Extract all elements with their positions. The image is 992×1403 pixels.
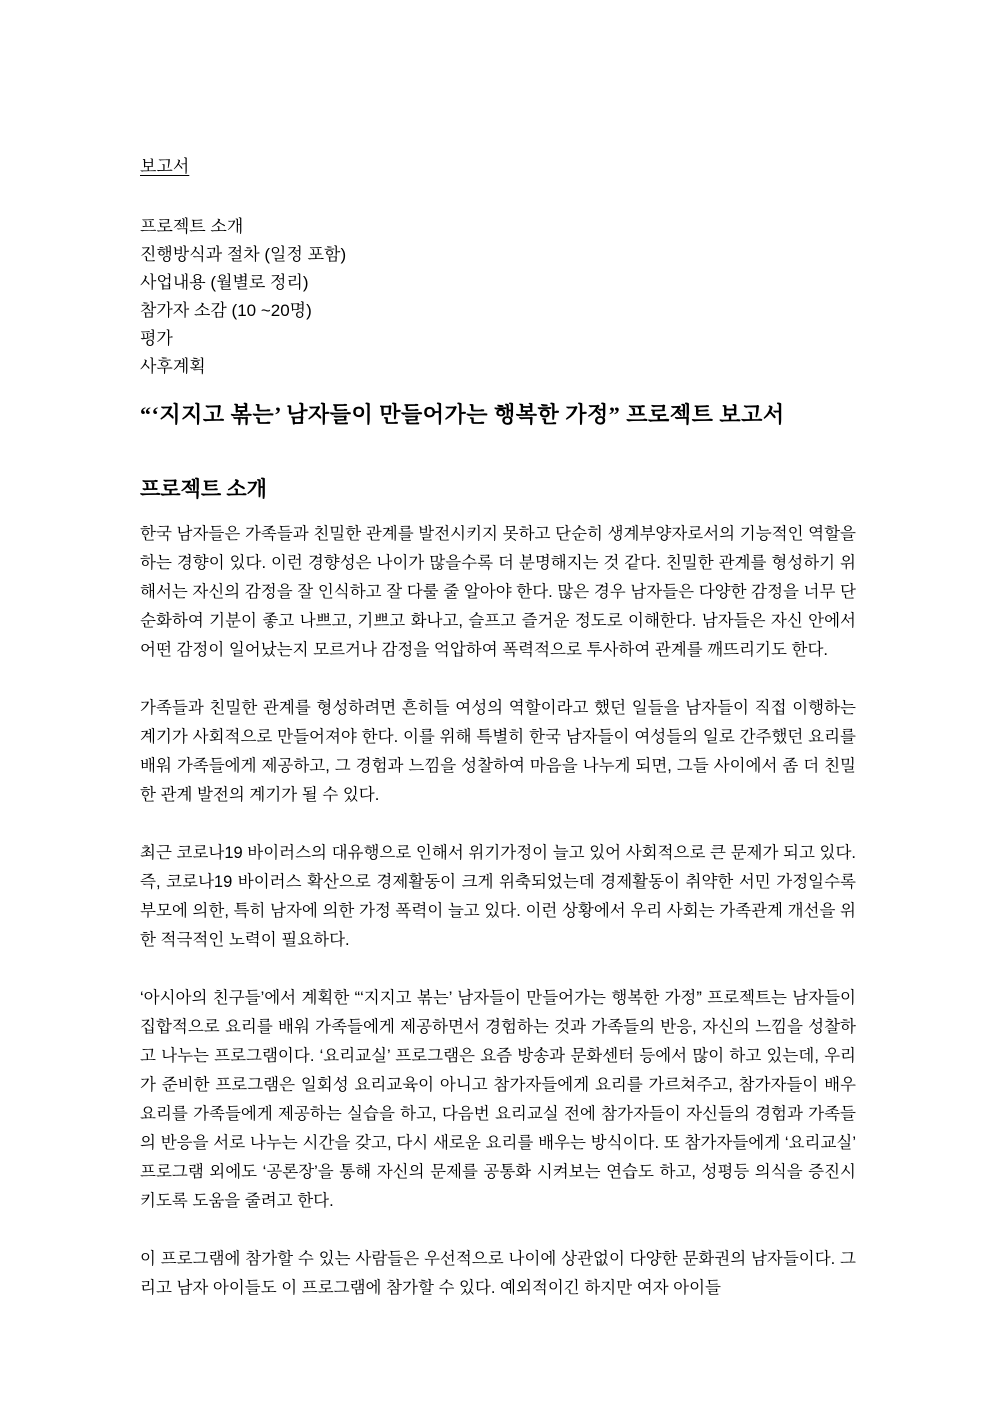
report-title: “‘지지고 볶는’ 남자들이 만들어가는 행복한 가정” 프로젝트 보고서 xyxy=(140,402,785,427)
toc-line-evaluation: 평가 xyxy=(140,329,173,348)
section-heading-project-intro: 프로젝트 소개 xyxy=(140,477,267,501)
body-paragraph-3: 최근 코로나19 바이러스의 대유행으로 인해서 위기가정이 늘고 있어 사회적으로 큰 문제가 되고 있다. 즉, 코로나19 바이러스 확산으로 경제활동이 크게 위축되었는데 경제활동이 취약한 서민 가정일수록 부모에 의한, 특히 남자에 의한 가정 폭력이 늘고 있다. 이런 상황에서 우리 사회는 가족관계 개선을 위한 적극적인 노력이 필요하다. xyxy=(140,844,856,950)
body-paragraph-5: 이 프로그램에 참가할 수 있는 사람들은 우선적으로 나이에 상관없이 다양한 문화권의 남자들이다. 그리고 남자 아이들도 이 프로그램에 참가할 수 있다. 예외적이긴 하지만 여자 아이들 xyxy=(140,1250,856,1298)
toc-line-followup-plan: 사후계획 xyxy=(140,357,206,376)
body-paragraph-1: 한국 남자들은 가족들과 친밀한 관계를 발전시키지 못하고 단순히 생계부양자로서의 기능적인 역할을 하는 경향이 있다. 이런 경향성은 나이가 많을수록 더 분명해지는 것 같다. 친밀한 관계를 형성하기 위해서는 자신의 감정을 잘 인식하고 잘 다룰 줄 알아야 한다. 많은 경우 남자들은 다양한 감정을 너무 단순화하여 기분이 좋고 나쁘고, 기쁘고 화나고, 슬프고 즐거운 정도로 이해한다. 남자들은 자신 안에서 어떤 감정이 일어났는지 모르거나 감정을 억압하여 폭력적으로 투사하여 관계를 깨뜨리기도 한다. xyxy=(140,525,856,660)
toc-line-participants: 참가자 소감 (10 ~20명) xyxy=(140,301,312,320)
toc-line-contents: 사업내용 (월별로 정리) xyxy=(140,273,309,292)
body-paragraph-4: ‘아시아의 친구들’에서 계획한 “‘지지고 볶는’ 남자들이 만들어가는 행복한 가정” 프로젝트는 남자들이 집합적으로 요리를 배워 가족들에게 제공하면서 경험하는 것과 가족들의 반응, 자신의 느낌을 성찰하고 나누는 프로그램이다. ‘요리교실’ 프로그램은 요즘 방송과 문화센터 등에서 많이 하고 있는데, 우리가 준비한 프로그램은 일회성 요리교육이 아니고 참가자들에게 요리를 가르쳐주고, 참가자들이 배우 요리를 가족들에게 제공하는 실습을 하고, 다음번 요리교실 전에 참가자들이 자신들의 경험과 가족들의 반응을 서로 나누는 시간을 갖고, 다시 새로운 요리를 배우는 방식이다. 또 참가자들에게 ‘요리교실’ 프로그램 외에도 ‘공론장’을 통해 자신의 문제를 공통화 시켜보는 연습도 하고, 성평등 의식을 증진시키도록 도움을 줄려고 한다. xyxy=(140,989,856,1211)
body-copy xyxy=(140,520,856,1303)
doc-label: 보고서 xyxy=(140,157,190,176)
body-paragraph-2: 가족들과 친밀한 관계를 형성하려면 흔히들 여성의 역할이라고 했던 일들을 남자들이 직접 이행하는 계기가 사회적으로 만들어져야 한다. 이를 위해 특별히 한국 남자들이 여성들의 일로 간주했던 요리를 배워 가족들에게 제공하고, 그 경험과 느낌을 성찰하여 마음을 나누게 되면, 그들 사이에서 좀 더 친밀한 관계 발전의 계기가 될 수 있다. xyxy=(140,699,856,805)
toc-line-process: 진행방식과 절차 (일정 포함) xyxy=(140,245,347,264)
doc-label-line xyxy=(140,152,856,181)
toc-line-project-intro: 프로젝트 소개 xyxy=(140,217,244,236)
toc-block xyxy=(140,213,856,381)
